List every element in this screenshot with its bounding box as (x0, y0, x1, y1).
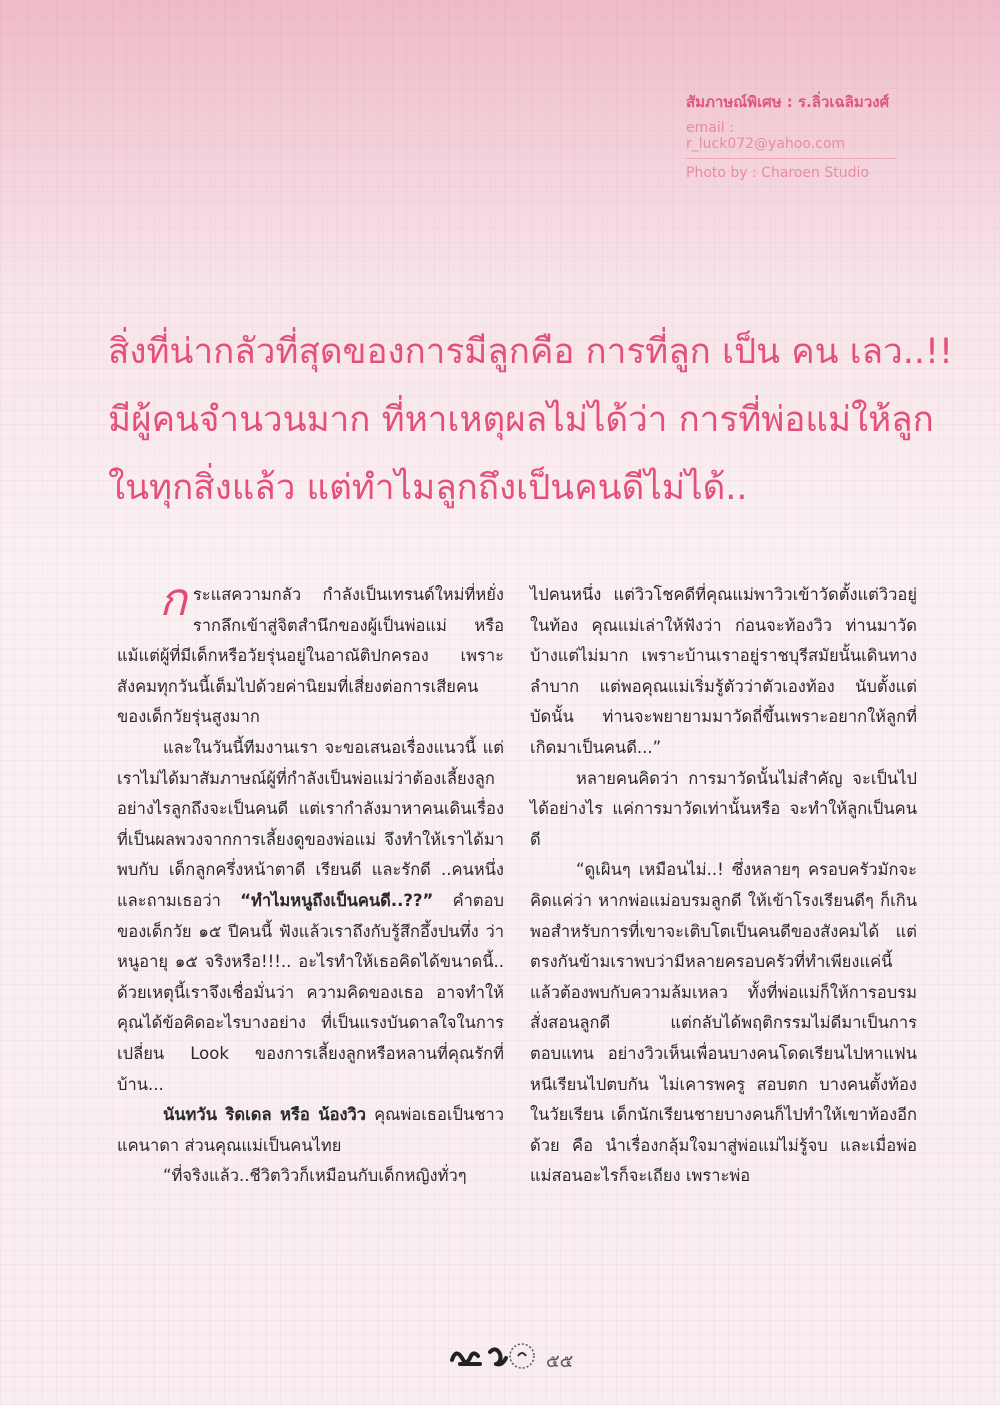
paragraph (117, 733, 504, 1100)
paragraph (117, 1161, 504, 1192)
headline-line-3: ในทุกสิ่งแล้ว แต่ทำไมลูกถึงเป็นคนดีไม่ได้.. (108, 468, 748, 508)
paragraph-text: และในวันนี้ทีมงานเรา จะขอเสนอเรื่องแนวนี้ แต่เราไม่ได้มาสัมภาษณ์ผู้ที่กำลังเป็นพ่อแม่ว่าต้องเลี้ยงลูกอย่างไรลูกถึงจะเป็นคนดี แต่เรากำลังมาหาคนเดินเรื่อง ที่เป็นผลพวงจากการเลี้ยงดูของพ่อแม่ จึงทำให้เราได้มาพบกับ เด็กลูกครึ่งหน้าตาดี เรียนดี และรักดี ..คนหนึ่ง และถามเธอว่า (117, 737, 504, 910)
question-quote: “ทำไมหนูถึงเป็นคนดี..??” (240, 890, 434, 910)
paragraph (117, 572, 504, 733)
paragraph (117, 1100, 504, 1161)
drop-cap: ก (159, 572, 187, 626)
interview-credit: สัมภาษณ์พิเศษ : ร.ลิ่วเฉลิมวงศ์ (686, 93, 890, 111)
paragraph-text: ระแสความกลัว กำลังเป็นเทรนด์ใหม่ที่หยั่งรากลึกเข้าสู่จิตสำนึกของผู้เป็นพ่อแม่ หรือแม้แต่ผู้ที่มีเด็กหรือวัยรุ่นอยู่ในอาณัติปกครอง เพราะสังคมทุกวันนี้เต็มไปด้วยค่านิยมที่เสี่ยงต่อการเสียคนของเด็กวัยรุ่นสูงมาก (117, 585, 504, 727)
magazine-logo (448, 1338, 540, 1374)
page-footer (448, 1338, 608, 1378)
headline (108, 318, 954, 522)
paragraph (530, 855, 917, 1192)
paragraph-text: คำตอบของเด็กวัย ๑๕ ปีคนนี้ ฟังแล้วเราถึงกับรู้สึกอึ้งปนทึ่ง ว่าหนูอายุ ๑๕ จริงหรือ!!!.. อะไรทำให้เธอคิดได้ขนาดนี้.. ด้วยเหตุนี้เราจึงเชื่อมั่นว่า ความคิดของเธอ อาจทำให้คุณได้ข้อคิดอะไรบางอย่าง ที่เป็นแรงบันดาลใจในการเปลี่ยน Look ของการเลี้ยงลูกหรือหลานที่คุณรักที่บ้าน... (117, 890, 504, 1094)
paragraph (530, 580, 917, 764)
headline-line-1: สิ่งที่น่ากลัวที่สุดของการมีลูกคือ การที่ลูก เป็น คน เลว..!! (108, 332, 954, 372)
credits-block (686, 90, 896, 181)
photo-credit: Photo by : Charoen Studio (686, 165, 869, 181)
email-credit: email : r_luck072@yahoo.com (686, 120, 896, 159)
paragraph-text: หลายคนคิดว่า การมาวัดนั้นไม่สำคัญ จะเป็นไปได้อย่างไร แค่การมาวัดเท่านั้นหรือ จะทำให้ลูกเป็นคนดี (530, 768, 917, 849)
article-column-left (117, 572, 504, 1192)
page-number: ๕๕ (546, 1351, 574, 1372)
headline-line-2: มีผู้คนจำนวนมาก ที่หาเหตุผลไม่ได้ว่า การที่พ่อแม่ให้ลูก (108, 400, 934, 440)
paragraph-text: ไปคนหนึ่ง แต่วิวโชคดีที่คุณแม่พาวิวเข้าวัดตั้งแต่วิวอยู่ในท้อง คุณแม่เล่าให้ฟังว่า ก่อนจะท้องวิว ท่านมาวัดบ้างแต่ไม่มาก เพราะบ้านเราอยู่ราชบุรีสมัยนั้นเดินทางลำบาก แต่พอคุณแม่เริ่มรู้ตัวว่าตัวเองท้อง นับตั้งแต่บัดนั้น ท่านจะพยายามมาวัดถี่ขึ้นเพราะอยากให้ลูกที่เกิดมาเป็นคนดี...” (530, 585, 917, 757)
paragraph (530, 764, 917, 856)
paragraph-text: “ดูเผินๆ เหมือนไม่..! ซึ่งหลายๆ ครอบครัวมักจะคิดแค่ว่า หากพ่อแม่อบรมลูกดี ให้เข้าโรงเรียนดีๆ ก็เกินพอสำหรับการที่เขาจะเติบโตเป็นคนดีของสังคมได้ แต่ตรงกันข้ามเราพบว่ามีหลายครอบครัวที่ทำเพียงแค่นี้แล้วต้องพบกับความล้มเหลว ทั้งที่พ่อแม่ก็ให้การอบรมสั่งสอนลูกดี แต่กลับได้พฤติกรรมไม่ดีมาเป็นการตอบแทน อย่างวิวเห็นเพื่อนบางคนโดดเรียนไปหาแฟน หนีเรียนไปตบกัน ไม่เคารพครู สอบตก บางคนตั้งท้องในวัยเรียน เด็กนักเรียนชายบางคนก็ไปทำให้เขาท้องอีกด้วย คือ นำเรื่องกลุ้มใจมาสู่พ่อแม่ไม่รู้จบ และเมื่อพ่อแม่สอนอะไรก็จะเถียง เพราะพ่อ (530, 860, 917, 1186)
paragraph-text: “ที่จริงแล้ว..ชีวิตวิวก็เหมือนกับเด็กหญิงทั่วๆ (163, 1166, 467, 1186)
paragraph-text: คุณพ่อเธอเป็นชาวแคนาดา ส่วนคุณแม่เป็นคนไทย (117, 1105, 504, 1155)
article-column-right (530, 580, 917, 1192)
subject-name: นันทวัน ริดเดล หรือ น้องวิว (163, 1105, 367, 1125)
